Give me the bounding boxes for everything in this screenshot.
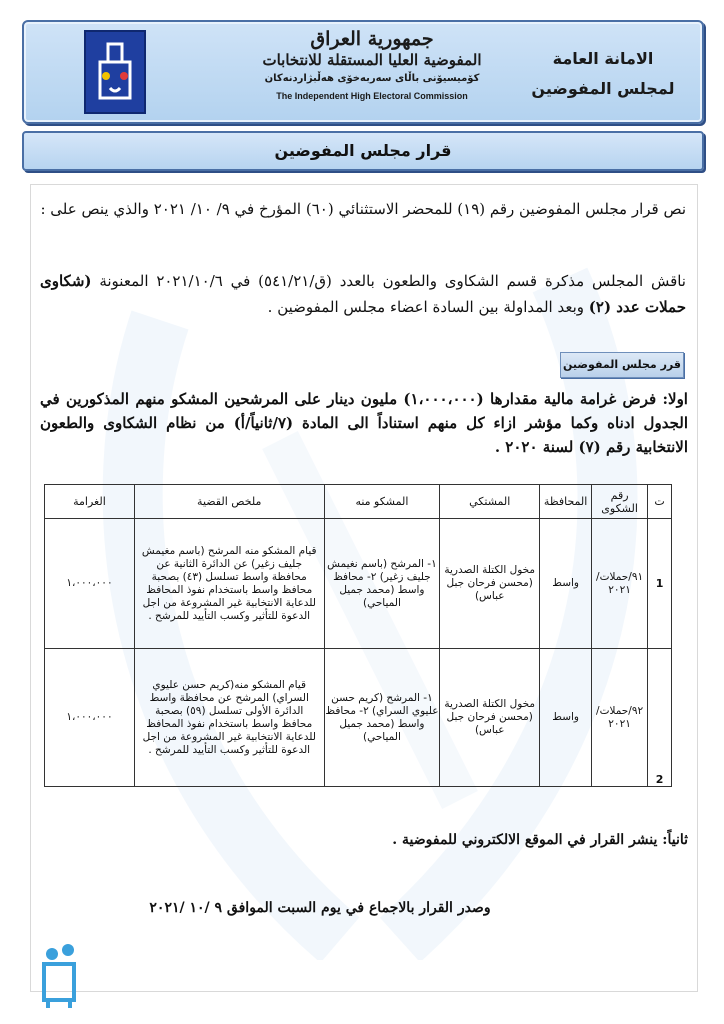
secretariat-heading (528, 44, 678, 104)
secretariat-line1: الامانة العامة (552, 49, 654, 68)
country-name: جمهورية العراق (310, 28, 434, 50)
table-row (45, 519, 672, 649)
province: واسط (540, 519, 592, 649)
table-header-row (45, 485, 672, 519)
case-summary: قيام المشكو منه المرشح (باسم مغيمش جليف زغير) عن الدائرة الثانية عن محافظة واسط تسلسل (٤٣) بصحبة محافظ واسط باستخدام نفوذ المحافظ للدعاية الانتخابية غير المشروعة من اجل الدعوة للتأثير وكسب التأييد للمرشح . (134, 519, 324, 649)
column-header: ملخص القضية (134, 485, 324, 519)
second-decision: ثانياً: ينشر القرار في الموقع الالكتروني للمفوضية . (392, 832, 688, 848)
fine-amount: ١،٠٠٠،٠٠٠ (45, 519, 135, 649)
commission-name-arabic: المفوضية العليا المستقلة للانتخابات (262, 51, 482, 69)
discussion-text-1: ناقش المجلس مذكرة قسم الشكاوى والطعون بالعدد (ق/٥٤١/٢١) في ٢٠٢١/١٠/٦ المعنونة (91, 272, 686, 290)
commission-name-kurdish: كۆمیسیۆنی باڵای سەربەخۆی هەڵبژاردنەکان (264, 73, 480, 84)
commission-name (262, 28, 482, 120)
respondent: ١- المرشح (كريم حسن عليوي السراي) ٢- محافظ واسط (محمد جميل المياحي) (324, 649, 440, 787)
discussion-text-2: وبعد المداولة بين السادة اعضاء مجلس المفوضين . (267, 298, 589, 316)
footer-logo-icon (38, 940, 82, 1010)
issuance-statement: وصدر القرار بالاجماع في يوم السبت الموافق ٩ /١٠ /٢٠٢١ (149, 900, 491, 916)
column-header: الغرامة (45, 485, 135, 519)
first-decision: اولا: فرض غرامة مالية مقدارها (١،٠٠٠،٠٠٠) مليون دينار على المرشحين المشكو منهم المذكورين في الجدول ادناه وكما مؤشر ازاء كل منهم استناداً الى المادة (٧/ثانياً/أ) من نظام الشكاوى والطعون الانتخابية رقم (٧) لسنة ٢٠٢٠ . (40, 390, 688, 456)
fines-table (44, 484, 672, 787)
table-row (45, 649, 672, 787)
ballot-logo-icon (86, 32, 144, 112)
row-seq: 2 (648, 649, 672, 787)
page-header (22, 20, 704, 124)
column-header: المشتكي (440, 485, 540, 519)
complaint-number: ٩٢/حملات/ ٢٠٢١ (592, 649, 648, 787)
column-header: رقم الشكوى (592, 485, 648, 519)
fine-amount: ١،٠٠٠،٠٠٠ (45, 649, 135, 787)
commission-name-english: The Independent High Electoral Commission (276, 91, 468, 101)
complaint-number: ٩١/حملات/ ٢٠٢١ (592, 519, 648, 649)
page-title: قرار مجلس المفوضين (22, 131, 704, 171)
secretariat-line2: لمجلس المفوضين (531, 79, 675, 98)
complainant: مخول الكتلة الصدرية (محسن فرحان جبل عباس) (440, 649, 540, 787)
decision-intro: نص قرار مجلس المفوضين رقم (١٩) للمحضر الاستثنائي (٦٠) المؤرخ في ٩/ ١٠/ ٢٠٢١ والذي ينص على : (40, 200, 686, 218)
discussion-paragraph (40, 268, 686, 320)
province: واسط (540, 649, 592, 787)
complainant: مخول الكتلة الصدرية (محسن فرحان جبل عباس) (440, 519, 540, 649)
case-summary: قيام المشكو منه(كريم حسن عليوي السراي) المرشح عن محافظة واسط الدائرة الأولى تسلسل (٥٩) بصحبة محافظ واسط باستخدام نفوذ المحافظ للدعاية الانتخابية غير المشروعة من اجل الدعوة للتأثير وكسب التأييد للمرشح . (134, 649, 324, 787)
column-header: المشكو منه (324, 485, 440, 519)
decision-tag: قرر مجلس المفوضين (560, 352, 684, 378)
discussion-subject: (شكاوى حملات عدد (٢) (40, 272, 686, 316)
row-seq: 1 (648, 519, 672, 649)
column-header: ت (648, 485, 672, 519)
column-header: المحافظة (540, 485, 592, 519)
respondent: ١- المرشح (باسم نغيمش جليف زغير) ٢- محافظ واسط (محمد جميل المياحي) (324, 519, 440, 649)
commission-logo (84, 30, 146, 114)
